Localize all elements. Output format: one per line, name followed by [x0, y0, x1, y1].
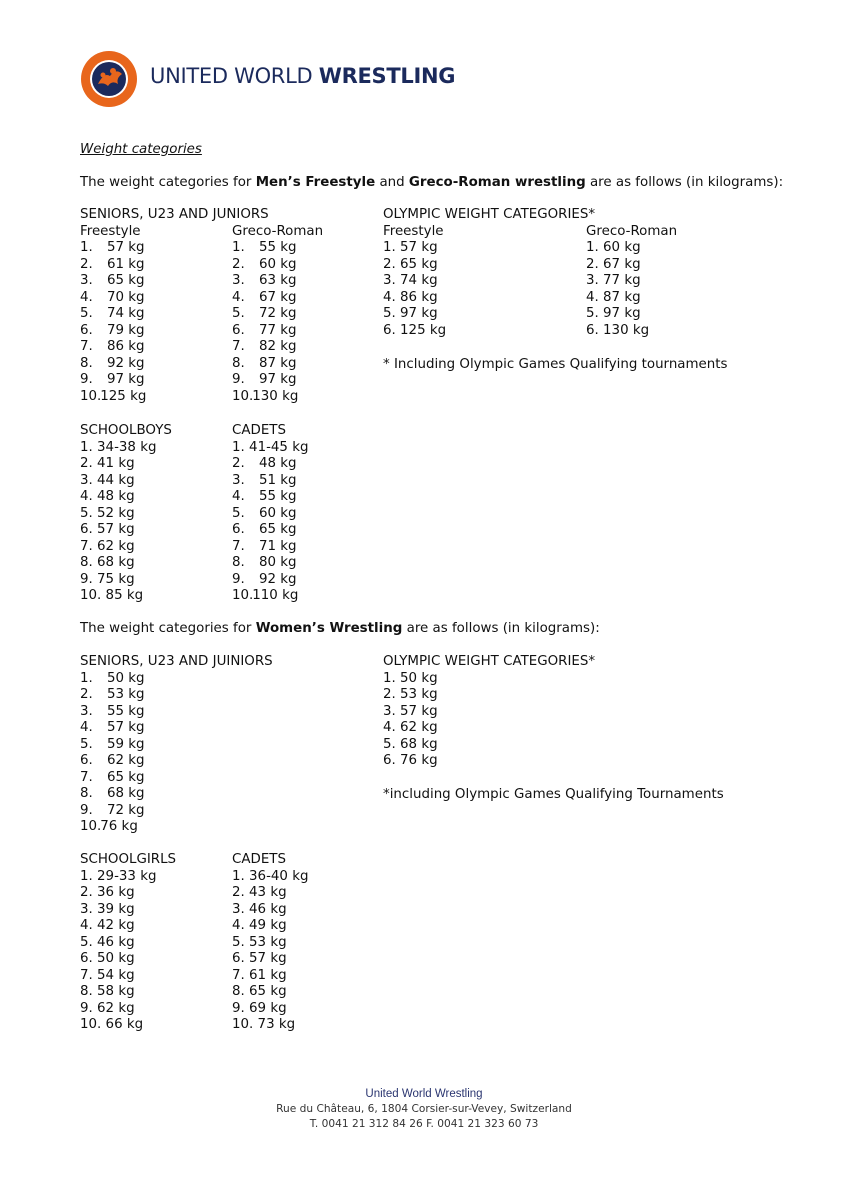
list-item: 61 kg [107, 256, 145, 272]
list-item: 4. 62 kg [383, 720, 438, 735]
list-item: 1. 36-40 kg [232, 868, 309, 884]
women-intro-bold: Women’s Wrestling [255, 621, 403, 636]
list-item: 5. 97 kg [383, 306, 438, 321]
page-title: Weight categories [80, 142, 202, 157]
list-item: 3. 39 kg [80, 901, 135, 917]
list-item: 6. 125 kg [383, 322, 447, 338]
list-item: 70 kg [107, 289, 145, 305]
footer-organization-name [0, 1088, 848, 1100]
men-seniors-heading: SENIORS, U23 AND JUNIORS [80, 207, 269, 222]
list-number: 1. [232, 240, 245, 255]
list-item: 3. 57 kg [383, 703, 438, 719]
list-item: 79 kg [107, 322, 145, 338]
list-item: 4. 86 kg [383, 289, 438, 305]
list-item: 130 kg [252, 388, 299, 404]
list-number: 2. [80, 687, 93, 702]
women-intro-post: are as follows (in kilograms): [402, 621, 600, 636]
list-item: 3. 44 kg [80, 472, 135, 488]
list-item: 60 kg [259, 505, 297, 521]
list-item: 72 kg [259, 306, 297, 321]
list-item: 86 kg [107, 339, 145, 354]
org-name-light: UNITED WORLD [150, 64, 319, 88]
list-item: 76 kg [100, 819, 138, 834]
list-item: 5. 46 kg [80, 934, 135, 950]
list-item: 57 kg [107, 240, 145, 255]
list-number: 10. [232, 388, 254, 404]
org-name-bold: WRESTLING [318, 64, 456, 88]
list-number: 8. [80, 786, 93, 801]
list-number: 6. [80, 322, 93, 338]
women-intro [80, 621, 600, 636]
list-item: 57 kg [107, 720, 145, 735]
list-item: 50 kg [107, 670, 145, 686]
list-item: 3. 77 kg [586, 273, 641, 288]
list-number: 8. [232, 355, 245, 371]
list-item: 2. 36 kg [80, 885, 135, 900]
list-number: 7. [80, 339, 93, 354]
list-number: 4. [80, 289, 93, 305]
list-number: 1. [80, 670, 93, 686]
list-item: 60 kg [259, 256, 297, 272]
list-item: 87 kg [259, 355, 297, 371]
list-item: 10. 73 kg [232, 1017, 296, 1032]
men-intro-mid: and [375, 175, 409, 190]
schoolboys-heading: SCHOOLBOYS [80, 423, 172, 438]
list-number: 4. [232, 289, 245, 305]
list-item: 9. 75 kg [80, 571, 135, 587]
list-number: 5. [80, 306, 93, 321]
list-item: 4. 49 kg [232, 918, 287, 933]
list-number: 6. [232, 522, 245, 537]
women-cadets-heading: CADETS [232, 852, 286, 867]
list-item: 1. 34-38 kg [80, 439, 157, 455]
list-item: 6. 50 kg [80, 951, 135, 966]
list-number: 2. [232, 256, 245, 272]
list-item: 51 kg [259, 472, 297, 488]
list-item: 10. 85 kg [80, 588, 144, 603]
footer-address: Rue du Château, 6, 1804 Corsier-sur-Vevey, Switzerland [276, 1103, 572, 1115]
list-item: 97 kg [107, 372, 145, 387]
list-item: 3. 74 kg [383, 273, 438, 288]
men-seniors-greco-label: Greco-Roman [232, 223, 324, 239]
men-intro-freestyle: Men’s Freestyle [255, 175, 376, 190]
list-item: 6. 76 kg [383, 753, 438, 768]
list-item: 9. 62 kg [80, 1000, 135, 1016]
list-item: 10. 66 kg [80, 1017, 144, 1032]
footer-name: United World Wrestling [365, 1088, 483, 1100]
list-item: 92 kg [107, 355, 145, 371]
list-number: 4. [232, 489, 245, 504]
list-item: 7. 62 kg [80, 538, 135, 554]
list-item: 5. 53 kg [232, 934, 287, 950]
list-item: 68 kg [107, 786, 145, 801]
list-item: 92 kg [259, 571, 297, 587]
list-item: 62 kg [107, 753, 145, 768]
list-number: 3. [232, 273, 245, 288]
list-number: 5. [80, 736, 93, 752]
list-item: 6. 57 kg [80, 522, 135, 537]
list-item: 77 kg [259, 322, 297, 338]
list-item: 5. 97 kg [586, 306, 641, 321]
list-number: 9. [80, 802, 93, 818]
list-number: 2. [80, 256, 93, 272]
list-number: 9. [232, 571, 245, 587]
list-number: 7. [80, 769, 93, 785]
list-number: 5. [232, 505, 245, 521]
list-item: 1. 29-33 kg [80, 868, 157, 884]
list-item: 8. 58 kg [80, 984, 135, 999]
list-item: 2. 53 kg [383, 687, 438, 702]
list-number: 7. [232, 339, 245, 354]
list-item: 7. 61 kg [232, 967, 287, 983]
list-item: 5. 68 kg [383, 736, 438, 752]
list-item: 48 kg [259, 456, 297, 471]
list-number: 7. [232, 538, 245, 554]
list-number: 8. [80, 355, 93, 371]
list-item: 110 kg [252, 588, 299, 603]
women-seniors-heading: SENIORS, U23 AND JUINIORS [80, 654, 273, 669]
list-item: 72 kg [107, 802, 145, 818]
list-number: 3. [232, 472, 245, 488]
men-intro-greco: Greco-Roman wrestling [408, 175, 586, 190]
list-item: 63 kg [259, 273, 297, 288]
list-item: 59 kg [107, 736, 145, 752]
list-number: 5. [232, 306, 245, 321]
list-item: 2. 65 kg [383, 256, 438, 272]
organization-name [150, 64, 455, 88]
list-item: 7. 54 kg [80, 967, 135, 983]
men-intro-post: are as follows (in kilograms): [585, 175, 784, 190]
list-number: 10. [232, 588, 254, 603]
list-item: 8. 68 kg [80, 555, 135, 570]
women-olympic-note: *including Olympic Games Qualifying Tournaments [383, 787, 724, 802]
list-number: 2. [232, 456, 245, 471]
men-intro-pre: The weight categories for [80, 175, 256, 190]
list-item: 65 kg [259, 522, 297, 537]
men-olympic-freestyle-label: Freestyle [383, 223, 444, 239]
list-item: 55 kg [259, 240, 297, 255]
list-item: 4. 87 kg [586, 289, 641, 305]
list-item: 55 kg [259, 489, 297, 504]
schoolgirls-heading: SCHOOLGIRLS [80, 852, 177, 867]
men-olympic-greco-label: Greco-Roman [586, 223, 678, 239]
list-item: 82 kg [259, 339, 297, 354]
list-item: 2. 67 kg [586, 256, 641, 272]
list-number: 9. [80, 372, 93, 387]
list-number: 3. [80, 703, 93, 719]
list-item: 5. 52 kg [80, 505, 135, 521]
list-item: 55 kg [107, 703, 145, 719]
footer-phones: T. 0041 21 312 84 26 F. 0041 21 323 60 73 [309, 1118, 539, 1130]
list-item: 97 kg [259, 372, 297, 387]
list-item: 65 kg [107, 273, 145, 288]
list-item: 6. 57 kg [232, 951, 287, 966]
list-item: 2. 41 kg [80, 456, 135, 471]
list-item: 2. 43 kg [232, 885, 287, 900]
men-olympic-heading: OLYMPIC WEIGHT CATEGORIES* [383, 207, 596, 222]
list-number: 1. [232, 439, 245, 455]
list-item: 67 kg [259, 289, 297, 305]
list-item: 65 kg [107, 769, 145, 785]
women-intro-pre: The weight categories for [80, 621, 256, 636]
list-item: 9. 69 kg [232, 1000, 287, 1016]
list-number: 10. [80, 388, 102, 404]
list-item: 71 kg [259, 538, 297, 554]
list-item: 41-45 kg [249, 439, 309, 455]
list-number: 8. [232, 555, 245, 570]
list-number: 6. [232, 322, 245, 338]
list-item: 125 kg [100, 388, 147, 404]
list-number: 10. [80, 819, 102, 834]
wrestling-logo-icon [80, 50, 138, 108]
list-number: 9. [232, 372, 245, 387]
list-item: 80 kg [259, 555, 297, 570]
list-item: 1. 50 kg [383, 670, 438, 686]
men-olympic-note: * Including Olympic Games Qualifying tournaments [383, 357, 728, 372]
list-item: 4. 42 kg [80, 918, 135, 933]
men-cadets-heading: CADETS [232, 423, 286, 438]
list-item: 3. 46 kg [232, 901, 287, 917]
list-number: 3. [80, 273, 93, 288]
list-item: 53 kg [107, 687, 145, 702]
list-item: 4. 48 kg [80, 489, 135, 504]
list-number: 6. [80, 753, 93, 768]
list-item: 1. 60 kg [586, 240, 641, 255]
list-item: 6. 130 kg [586, 322, 650, 338]
men-intro [80, 175, 783, 190]
list-number: 4. [80, 720, 93, 735]
women-olympic-heading: OLYMPIC WEIGHT CATEGORIES* [383, 654, 596, 669]
list-number: 1. [80, 240, 93, 255]
list-item: 1. 57 kg [383, 240, 438, 255]
men-seniors-freestyle-label: Freestyle [80, 223, 141, 239]
list-item: 8. 65 kg [232, 984, 287, 999]
list-item: 74 kg [107, 306, 145, 321]
